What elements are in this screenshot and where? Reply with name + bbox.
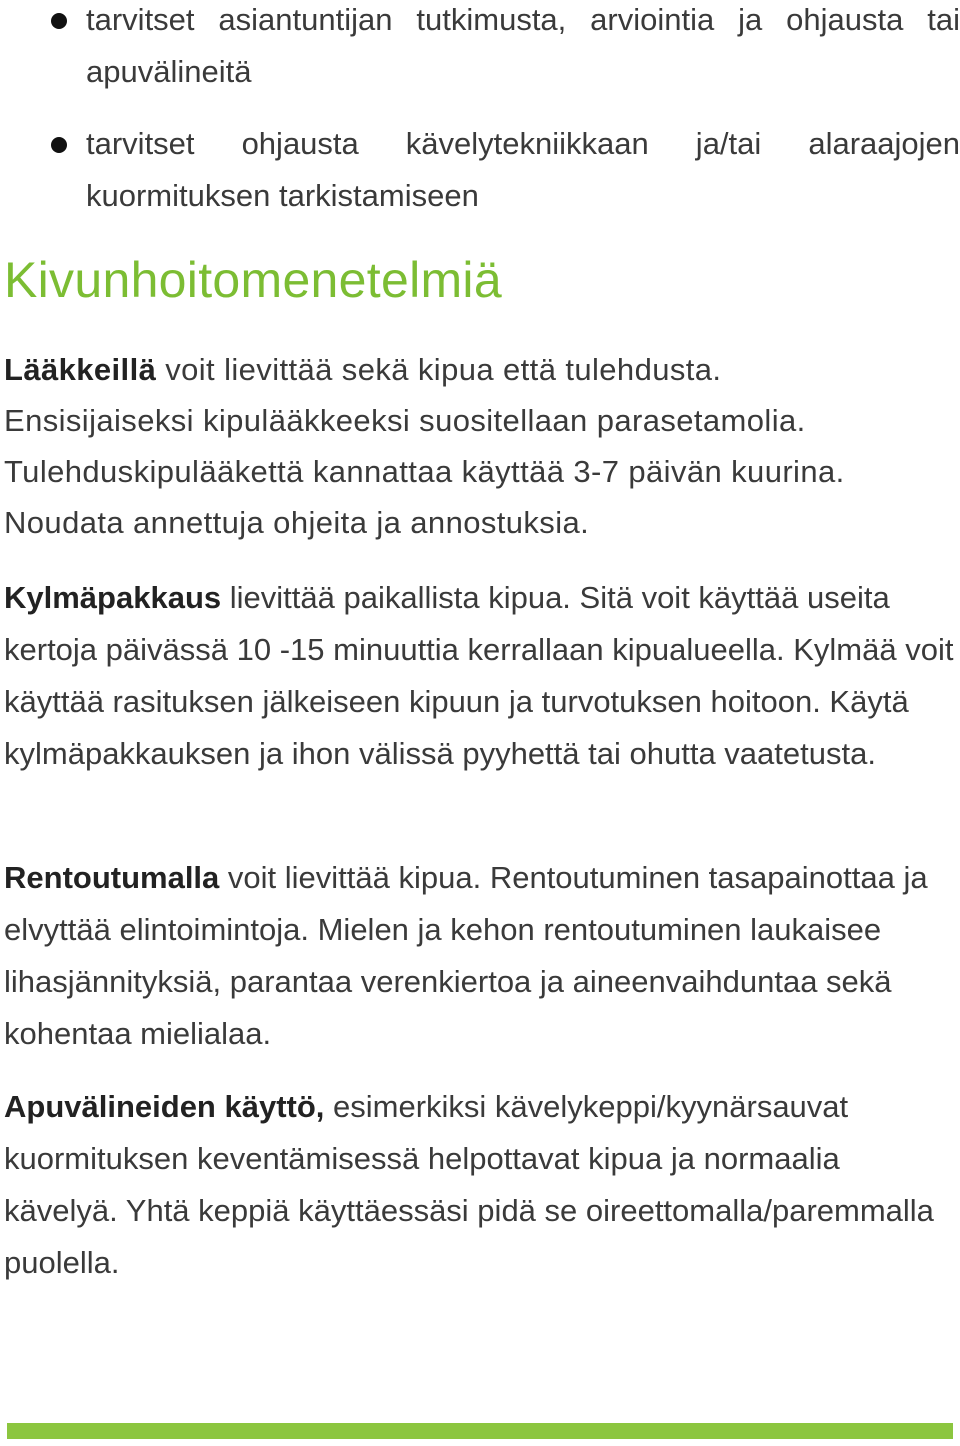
- bullet-text: tarvitset asiantuntijan tutkimusta, arviointia ja ohjausta tai apuvälineitä: [86, 2, 960, 89]
- bullet-item: [0, 0, 960, 98]
- bullet-list: [0, 0, 960, 242]
- aids-text: esimerkiksi kävelykeppi/kyynärsauvat kuormituksen keventämisessä helpottavat kipua ja normaalia kävelyä. Yhtä keppiä käyttäessäsi pidä se oireettomalla/paremmalla puolella.: [4, 1089, 934, 1280]
- medication-line-1: [4, 344, 960, 395]
- cold-pack-lead: Kylmäpakkaus: [4, 580, 222, 615]
- relaxation-lead: Rentoutumalla: [4, 860, 220, 895]
- relaxation-paragraph: [4, 852, 960, 1060]
- medication-line-1-text: voit lievittää sekä kipua että tulehdusta.: [156, 352, 722, 387]
- bullet-item: [0, 118, 960, 222]
- bullet-dot-icon: [51, 13, 67, 29]
- footer-divider-bar: [7, 1423, 953, 1439]
- medication-line-4: Noudata annettuja ohjeita ja annostuksia.: [4, 505, 590, 540]
- medication-paragraph: [4, 344, 960, 548]
- medication-line-2: Ensisijaiseksi kipulääkkeeksi suositellaan parasetamolia.: [4, 403, 806, 438]
- bullet-dot-icon: [51, 137, 67, 153]
- cold-pack-paragraph: [4, 572, 960, 780]
- medication-lead: Lääkkeillä: [4, 352, 157, 387]
- aids-lead: Apuvälineiden käyttö,: [4, 1089, 325, 1124]
- section-heading: Kivunhoitomenetelmiä: [4, 252, 502, 308]
- cold-pack-text: lievittää paikallista kipua. Sitä voit käyttää useita kertoja päivässä 10 -15 minuuttia kerrallaan kipualueella. Kylmää voit käyttää rasituksen jälkeiseen kipuun ja turvotuksen hoitoon. Käytä kylmäpakkauksen ja ihon välissä pyyhettä tai ohutta vaatetusta.: [4, 580, 954, 771]
- aids-paragraph: [4, 1081, 960, 1289]
- bullet-text: tarvitset ohjausta kävelytekniikkaan ja/tai alaraajojen kuormituksen tarkistamiseen: [86, 126, 960, 213]
- relaxation-text: voit lievittää kipua. Rentoutuminen tasapainottaa ja elvyttää elintoimintoja. Mielen ja kehon rentoutuminen laukaisee lihasjännityksiä, parantaa verenkiertoa ja aineenvaihduntaa sekä kohentaa mielialaa.: [4, 860, 928, 1051]
- medication-line-3: Tulehduskipulääkettä kannattaa käyttää 3-7 päivän kuurina.: [4, 454, 845, 489]
